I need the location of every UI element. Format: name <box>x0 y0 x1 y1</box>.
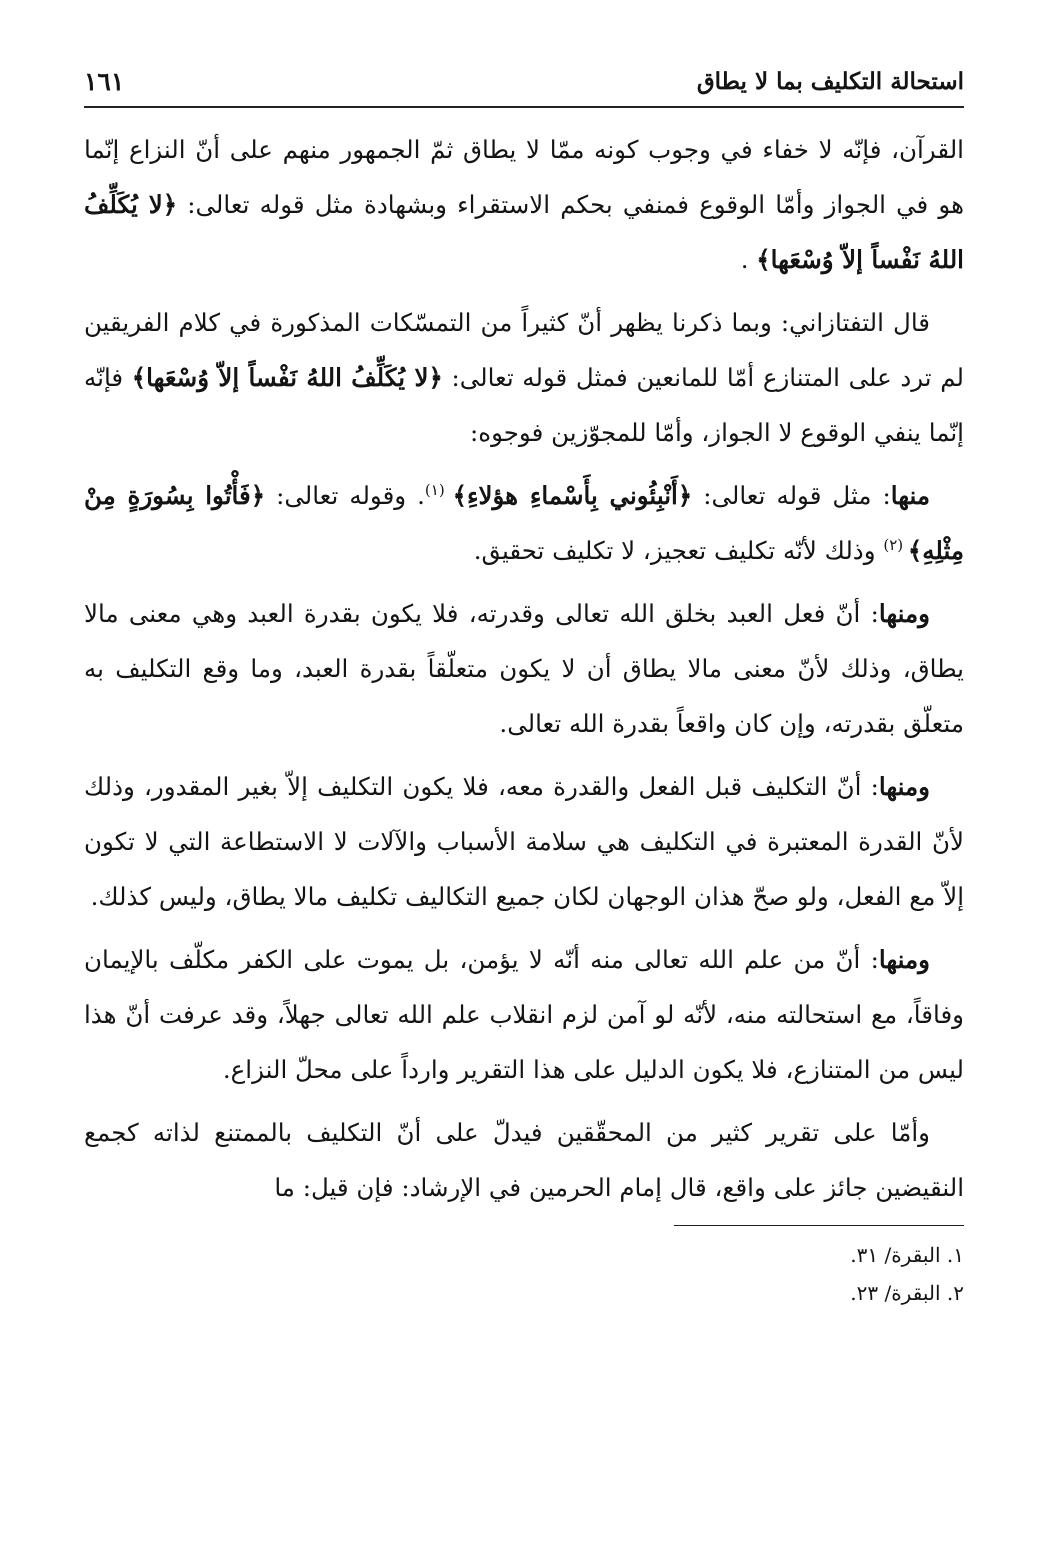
text-run: . وقوله تعالى: <box>265 481 425 510</box>
document-page <box>84 56 964 1486</box>
paragraph-2 <box>84 295 964 460</box>
quran-verse: ﴿أَنْبِئُوني بِأَسْماءِ هؤلاءِ﴾ <box>452 481 693 510</box>
text-run: : مثل قوله تعالى: <box>692 481 891 510</box>
section-lead: ومنها <box>878 945 930 974</box>
text-run: فإنّه إنّما ينفي الوقوع لا الجواز، وأمّا للمجوّزين فوجوه: <box>84 363 964 447</box>
chapter-title: استحالة التكليف بما لا يطاق <box>696 67 964 95</box>
quran-verse: ﴿لا يُكَلِّفُ اللهُ نَفْساً إلاّ وُسْعَها﴾ <box>131 363 443 392</box>
text-run: قال التفتازاني: وبما ذكرنا يظهر أنّ كثيراً من التمسّكات المذكورة في كلام الفريقين لم ترد على المتنازع أمّا للمانعين فمثل قوله تعالى: <box>84 308 965 392</box>
text-run: القرآن، فإنّه لا خفاء في وجوب كونه ممّا لا يطاق ثمّ الجمهور منهم على أنّ النزاع إنّما هو في الجواز وأمّا الوقوع فمنفي بحكم الاستقراء وبشهادة مثل قوله تعالى: <box>84 135 964 219</box>
quran-verse: ﴿فَأْتُوا بِسُورَةٍ مِنْ مِثْلِهِ﴾ <box>84 481 964 565</box>
text-run: وذلك لأنّه تكليف تعجيز، لا تكليف تحقيق. <box>473 536 884 565</box>
quran-verse: ﴿لا يُكَلِّفُ اللهُ نَفْساً إلاّ وُسْعَها﴾ <box>84 190 964 274</box>
footnote-reference: (٢) <box>883 535 908 554</box>
footnote-2: ٢. البقرة/ ٢٣. <box>850 1281 964 1305</box>
text-run: : أنّ فعل العبد بخلق الله تعالى وقدرته، فلا يكون بقدرة العبد وهي معنى مالا يطاق، وذلك لأنّ معنى مالا يطاق أن لا يكون متعلّقاً بقدرة العبد، وما وقع التكليف به متعلّق بقدرته، وإن كان واقعاً بقدرة الله تعالى. <box>84 599 964 738</box>
running-header <box>84 56 964 108</box>
paragraph-3 <box>84 468 964 578</box>
section-lead: ومنها <box>878 599 930 628</box>
paragraph-5 <box>84 759 964 924</box>
footnote-reference: (١) <box>424 480 453 499</box>
text-run: . <box>740 245 757 274</box>
section-lead: ومنها <box>878 772 930 801</box>
section-lead: منها <box>890 481 931 510</box>
text-run: : أنّ التكليف قبل الفعل والقدرة معه، فلا يكون التكليف إلاّ بغير المقدور، وذلك لأنّ القدرة المعتبرة في التكليف هي سلامة الأسباب والآلات لا الاستطاعة التي لا تكون إلاّ مع الفعل، ولو صحّ هذان الوجهان لكان جميع التكاليف تكليف مالا يطاق، وليس كذلك. <box>84 772 964 911</box>
body-text <box>84 122 964 1215</box>
footnotes <box>84 1236 964 1312</box>
paragraph-7 <box>84 1105 964 1215</box>
paragraph-6 <box>84 932 964 1097</box>
paragraph-1 <box>84 122 964 287</box>
text-run: : أنّ من علم الله تعالى منه أنّه لا يؤمن، بل يموت على الكفر مكلّف بالإيمان وفاقاً، مع استحالته منه، لأنّه لو آمن لزم انقلاب علم الله تعالى جهلاً، وقد عرفت أنّ هذا ليس من المتنازع، فلا يكون الدليل على هذا التقرير وارداً على محلّ النزاع. <box>84 945 964 1084</box>
footnote-divider <box>674 1225 964 1226</box>
footnote-1: ١. البقرة/ ٣١. <box>850 1243 964 1267</box>
paragraph-4 <box>84 586 964 751</box>
page-number: ١٦١ <box>84 66 125 96</box>
text-run: وأمّا على تقرير كثير من المحقّقين فيدلّ على أنّ التكليف بالممتنع لذاته كجمع النقيضين جائز على واقع، قال إمام الحرمين في الإرشاد: فإن قيل: ما <box>84 1118 964 1202</box>
